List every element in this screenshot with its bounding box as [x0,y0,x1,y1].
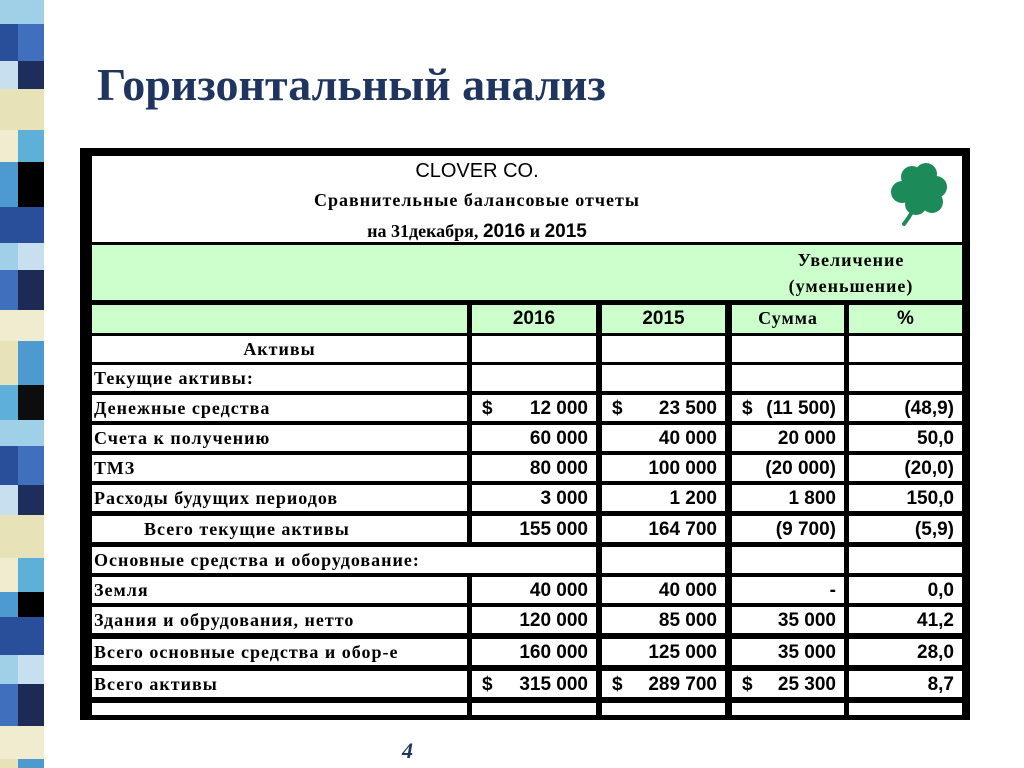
row-label: Всего активы [92,671,467,697]
year-2: 2015 [544,221,587,242]
table-cell [849,516,962,542]
row-label: Денежные средства [92,395,467,421]
column-header: % [849,305,962,333]
stripe-block [0,592,18,617]
row-label: Здания и обрудования, нетто [92,607,467,633]
stripe-block [18,162,44,207]
table-cell [602,425,725,451]
table-cell [602,671,725,697]
table-cell [472,607,596,633]
table-cell [732,365,844,391]
date-prefix: на 31декабря, [367,221,479,241]
table-cell [849,336,962,362]
table-cell [602,516,725,542]
cell-value: 12 000 [529,398,588,419]
stripe-block [0,207,44,243]
cell-value: 35 000 [777,610,836,631]
currency-sign: $ [612,398,623,419]
cell-value: 150,0 [906,488,954,509]
currency-sign: $ [612,674,623,695]
cell-value: 60 000 [529,428,588,449]
cell-value: 289 700 [648,674,717,695]
stripe-block [0,759,18,768]
currency-sign: $ [742,398,753,419]
company-name: CLOVER CO. [415,160,539,182]
table-cell [849,485,962,511]
table-cell [472,703,596,715]
currency-sign: $ [742,674,753,695]
page-title: Горизонтальный анализ [97,59,606,110]
row-label: Всего текущие активы [92,516,467,542]
cell-value: 155 000 [519,519,588,540]
table-cell [849,425,962,451]
cell-value: 20 000 [777,428,836,449]
cell-value: 23 500 [658,398,717,419]
stripe-block [0,162,18,207]
stripe-block [18,61,44,89]
date-and: и [529,221,541,241]
cell-value: 85 000 [658,610,717,631]
table-cell [472,516,596,542]
table-cell [849,703,962,715]
stripe-block [0,420,44,446]
stripe-block [18,558,44,592]
table-cell [732,671,844,697]
cell-value: (20 000) [765,458,836,479]
table-cell [732,703,844,715]
report-subtitle: Сравнительные балансовые отчеты [314,190,640,210]
stripe-block [18,243,44,270]
stripe-block [0,385,18,420]
cell-value: 100 000 [648,458,717,479]
column-header: 2015 [602,305,725,333]
table-cell [849,671,962,697]
cell-value: 1 800 [788,488,836,509]
stripe-block [0,24,18,61]
cell-value: 0,0 [927,580,954,601]
table-cell [602,365,725,391]
row-label: Земля [92,577,467,603]
cell-value: - [829,580,836,601]
row-label: ТМЗ [92,455,467,481]
stripe-block [18,270,44,310]
cell-value: (5,9) [914,519,954,540]
stripe-block [0,0,44,24]
stripe-block [0,558,18,592]
cell-value: (11 500) [766,398,836,419]
cell-value: 28,0 [917,642,954,663]
column-header: Сумма [732,305,844,333]
stripe-block [0,655,18,684]
table-cell [732,395,844,421]
column-header: 2016 [472,305,596,333]
stripe-block [18,341,44,385]
stripe-block [18,684,44,726]
decorative-stripe [0,0,44,768]
cell-value: 50,0 [917,428,954,449]
table-cell [849,639,962,665]
report-date [92,218,862,245]
table-cell [472,395,596,421]
cell-value: 40 000 [658,580,717,601]
table-cell [602,455,725,481]
stripe-block [18,759,44,768]
stripe-block [0,515,44,558]
stripe-block [18,446,44,485]
table-cell [732,639,844,665]
stripe-block [0,270,18,310]
cell-value: 125 000 [648,642,717,663]
stripe-block [0,446,18,485]
table-cell [849,607,962,633]
table-cell [602,639,725,665]
cell-value: 41,2 [917,610,954,631]
increase-label: Увеличение [797,250,905,270]
cell-value: 25 300 [777,674,836,695]
table-cell [849,395,962,421]
stripe-block [0,684,18,726]
table-cell [732,485,844,511]
currency-sign: $ [482,398,493,419]
row-label: Счета к получению [92,425,467,451]
stripe-block [0,243,18,270]
table-cell [472,336,596,362]
table-cell [732,607,844,633]
stripe-block [0,310,44,341]
cell-value: 8,7 [927,674,954,695]
row-label: Расходы будущих периодов [92,485,467,511]
row-label: Текущие активы: [92,365,467,391]
table-cell [472,455,596,481]
table-cell [472,639,596,665]
stripe-block [0,89,44,130]
cell-value: 120 000 [519,610,588,631]
cell-value: 164 700 [648,519,717,540]
table-cell [602,703,725,715]
row-label: Активы [92,336,467,362]
cell-value: 35 000 [777,642,836,663]
stripe-block [18,385,44,420]
cell-value: 1 200 [669,488,717,509]
table-cell [732,516,844,542]
stripe-block [0,726,44,759]
stripe-block [0,130,18,162]
table-cell [602,336,725,362]
row-label: Основные средства и оборудование: [92,547,596,573]
table-cell [602,547,725,573]
table-cell [732,455,844,481]
clover-icon [886,162,956,232]
table-cell [602,485,725,511]
table-cell [732,577,844,603]
table-cell [472,671,596,697]
stripe-block [0,341,18,385]
row-label [92,703,467,715]
increase-header [740,247,962,299]
table-cell [849,455,962,481]
stripe-block [0,485,18,515]
cell-value: (20,0) [904,458,954,479]
table-cell [732,547,844,573]
table-cell [472,365,596,391]
row-label: Всего основные средства и обор-е [92,639,467,665]
stripe-block [0,617,44,655]
cell-value: (9 700) [775,519,836,540]
table-cell [602,607,725,633]
stripe-block [18,485,44,515]
cell-value: 315 000 [519,674,588,695]
table-cell [849,577,962,603]
table-cell [472,577,596,603]
cell-value: 160 000 [519,642,588,663]
table-cell [849,547,962,573]
cell-value: 80 000 [529,458,588,479]
cell-value: (48,9) [904,398,954,419]
cell-value: 3 000 [540,488,588,509]
decrease-label: (уменьшение) [788,276,914,296]
table-cell [732,425,844,451]
stripe-block [18,130,44,162]
currency-sign: $ [482,674,493,695]
cell-value: 40 000 [529,580,588,601]
table-cell [472,425,596,451]
table-cell [472,485,596,511]
slide-number: 4 [402,738,413,763]
stripe-block [18,24,44,61]
stripe-block [18,655,44,684]
table-cell [602,577,725,603]
column-header-blank [92,305,467,333]
year-1: 2016 [482,221,526,242]
report-header [92,156,962,242]
table-cell [849,365,962,391]
stripe-block [0,61,18,89]
cell-value: 40 000 [658,428,717,449]
table-cell [602,395,725,421]
stripe-block [18,592,44,617]
table-cell [732,336,844,362]
